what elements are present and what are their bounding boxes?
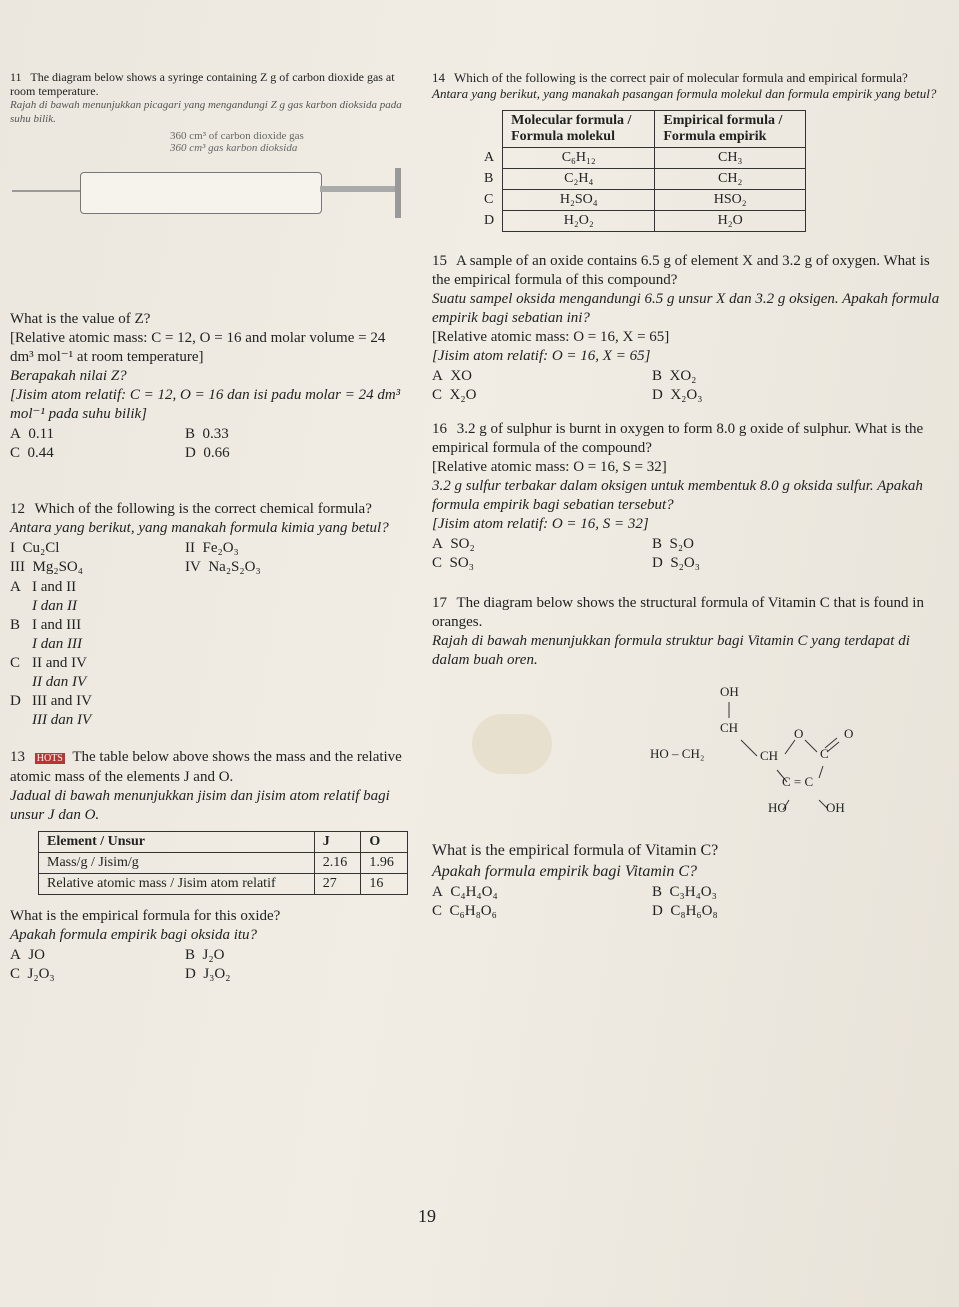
option[interactable]: [652, 884, 947, 901]
question-text-my: Jadual di bawah menunjukkan jisim dan jisim atom relatif bagi unsur J dan O.: [10, 788, 390, 823]
option-text: SO₂: [450, 536, 475, 552]
table-header-row: [39, 832, 408, 853]
option-label: B: [652, 536, 663, 552]
syringe-barrel: [80, 172, 322, 214]
table-header: Element / Unsur: [39, 832, 315, 853]
q14-table: [476, 110, 806, 232]
option-label: C: [10, 655, 21, 671]
option-text: S₂O: [669, 536, 694, 552]
statement-item: [185, 559, 410, 576]
option-text: X₂O₃: [670, 387, 703, 403]
syringe-plunger-end: [395, 168, 401, 218]
option-label: B: [652, 368, 663, 384]
syringe-needle: [12, 190, 82, 192]
table-row: [39, 874, 408, 895]
option-text: C₄H₄O₄: [450, 884, 498, 900]
table-cell: CH₂: [655, 169, 806, 190]
option[interactable]: [10, 692, 410, 730]
option[interactable]: [10, 426, 185, 443]
table-cell: H₂SO₄: [503, 190, 655, 211]
question-13: [10, 748, 410, 825]
item-text: Fe₂O₃: [202, 540, 239, 556]
option-text: XO: [450, 368, 473, 384]
option-label: C: [432, 903, 443, 919]
q17-question-en: What is the empirical formula of Vitamin C?: [432, 842, 719, 859]
option[interactable]: [185, 966, 410, 983]
question-number: 17: [432, 595, 447, 611]
table-header-row: [476, 111, 806, 148]
table-row[interactable]: [476, 190, 806, 211]
q16-options: [432, 536, 947, 572]
question-15: [432, 252, 947, 366]
table-cell: C₆H₁₂: [503, 148, 655, 169]
question-text-my: Rajah di bawah menunjukkan formula struktur bagi Vitamin C yang terdapat di dalam buah oren.: [432, 633, 910, 668]
question-12: [10, 500, 410, 538]
table-cell: 1.96: [361, 853, 408, 874]
option-text-my: I dan III: [32, 636, 82, 652]
question-16: [432, 420, 947, 534]
question-text-my: Rajah di bawah menunjukkan picagari yang mengandungi Z g gas karbon dioksida pada suhu bilik.: [10, 99, 402, 125]
question-text-my: Antara yang berikut, yang manakah formula kimia yang betul?: [10, 520, 389, 536]
q11-ram-my: [Jisim atom relatif: C = 12, O = 16 dan isi padu molar = 24 dm³ mol⁻¹ pada suhu bilik]: [10, 387, 401, 422]
option[interactable]: [432, 884, 652, 901]
option-label: C: [10, 966, 21, 982]
question-number: 15: [432, 253, 447, 269]
option[interactable]: [652, 555, 947, 572]
statement-item: [10, 540, 185, 557]
option-label: C: [10, 445, 21, 461]
item-label: II: [185, 540, 195, 556]
option-text-en: III and IV: [32, 693, 92, 709]
option-label: D: [185, 966, 196, 982]
option-text: J₂O: [202, 947, 225, 963]
statement-item: [10, 559, 185, 576]
gas-label-en: 360 cm³ of carbon dioxide gas: [170, 130, 304, 142]
option-label: A: [432, 536, 443, 552]
option-label: A: [432, 884, 443, 900]
option[interactable]: [432, 387, 652, 404]
option-text: C₈H₆O₈: [670, 903, 718, 919]
table-cell: Relative atomic mass / Jisim atom relatif: [39, 874, 315, 895]
table-cell: CH₃: [655, 148, 806, 169]
question-number: 11: [10, 70, 22, 84]
table-cell: 16: [361, 874, 408, 895]
vitamin-c-diagram: [432, 674, 947, 824]
question-text-en: Which of the following is the correct chemical formula?: [34, 501, 372, 517]
option-label: D: [185, 445, 196, 461]
option[interactable]: [185, 947, 410, 964]
option[interactable]: [652, 368, 947, 385]
item-text: Mg₂SO₄: [32, 559, 83, 575]
option[interactable]: [652, 536, 947, 553]
q17-options: [432, 884, 947, 920]
bond-line: [805, 740, 817, 752]
struct-oh-right: OH: [826, 800, 845, 815]
hots-badge: HOTS: [36, 753, 63, 764]
question-text-en: The diagram below shows a syringe containing Z g of carbon dioxide gas at room temperature.: [10, 70, 395, 98]
item-label: I: [10, 540, 15, 556]
table-header: Empirical formula / Formula empirik: [655, 111, 806, 148]
q16-ram-en: [Relative atomic mass: O = 16, S = 32]: [432, 459, 667, 475]
q13-question-en: What is the empirical formula for this oxide?: [10, 908, 281, 924]
right-column: [432, 70, 947, 920]
struct-c: C: [820, 746, 829, 761]
question-number: 13: [10, 749, 25, 765]
question-text-en: Which of the following is the correct pair of molecular formula and empirical formula?: [454, 70, 908, 85]
question-17: [432, 594, 947, 670]
option-text-my: III dan IV: [32, 712, 92, 728]
q11-question: [10, 310, 410, 424]
option-label: B: [484, 171, 494, 186]
option-text-my: I dan II: [32, 598, 77, 614]
option-label: C: [432, 555, 443, 571]
q12-items: [10, 540, 410, 576]
option[interactable]: [432, 903, 652, 920]
option-text: 0.11: [28, 426, 55, 442]
option-label: D: [652, 903, 663, 919]
syringe-plunger: [320, 186, 400, 192]
struct-double-o: O: [844, 726, 854, 741]
q15-ram-en: [Relative atomic mass: O = 16, X = 65]: [432, 329, 670, 345]
gas-label-my: 360 cm³ gas karbon dioksida: [170, 142, 298, 154]
question-text-en: The diagram below shows the structural formula of Vitamin C that is found in oranges.: [432, 595, 924, 630]
option-label: A: [10, 426, 21, 442]
table-header: J: [314, 832, 361, 853]
option-text: S₂O₃: [670, 555, 700, 571]
option-label: D: [10, 693, 21, 709]
q11-question-en: What is the value of Z?: [10, 311, 151, 327]
q15-options: [432, 368, 947, 404]
option[interactable]: [432, 555, 652, 572]
question-text-en: The table below above shows the mass and the relative atomic mass of the elements J and O.: [10, 749, 402, 785]
q13-question: [10, 907, 410, 945]
left-column: [10, 70, 410, 983]
option[interactable]: [432, 368, 652, 385]
bond-line: [819, 766, 823, 778]
option[interactable]: [652, 903, 947, 920]
bond-line: [827, 742, 839, 752]
q16-ram-my: [Jisim atom relatif: O = 16, S = 32]: [432, 516, 649, 532]
option-label: A: [10, 947, 21, 963]
struct-ch: CH: [720, 720, 739, 735]
option[interactable]: [10, 654, 410, 692]
table-cell: 2.16: [314, 853, 361, 874]
table-header: O: [361, 832, 408, 853]
option-text-en: II and IV: [32, 655, 87, 671]
table-row: [39, 853, 408, 874]
option[interactable]: [185, 426, 410, 443]
question-11: [10, 70, 410, 126]
option-label: D: [652, 555, 663, 571]
q12-options: [10, 578, 410, 730]
table-cell: 27: [314, 874, 361, 895]
q17-question-my: Apakah formula empirik bagi Vitamin C?: [432, 863, 698, 880]
question-14: [432, 70, 947, 102]
option-text-my: II dan IV: [32, 674, 87, 690]
option-text: JO: [28, 947, 46, 963]
option-label: A: [10, 579, 21, 595]
struct-c-eq-c: C = C: [782, 774, 814, 789]
statement-item: [185, 540, 410, 557]
option-text: 0.66: [203, 445, 230, 461]
q13-options: [10, 947, 410, 983]
option[interactable]: [10, 616, 410, 654]
option[interactable]: [432, 536, 652, 553]
option-text: SO₃: [449, 555, 474, 571]
option-label: D: [484, 213, 495, 228]
question-text-my: Suatu sampel oksida mengandungi 6.5 g unsur X dan 3.2 g oksigen. Apakah formula empirik bagi sebatian ini?: [432, 291, 940, 326]
option-label: B: [185, 947, 196, 963]
option-label: A: [432, 368, 443, 384]
orange-illustration: [472, 714, 552, 774]
table-row[interactable]: [476, 211, 806, 232]
question-number: 16: [432, 421, 447, 437]
item-text: Cu₂Cl: [22, 540, 60, 556]
option-text: J₃O₂: [203, 966, 231, 982]
bond-line: [741, 740, 757, 756]
item-label: III: [10, 559, 25, 575]
option-text: XO₂: [669, 368, 697, 384]
struct-oh: OH: [720, 684, 739, 699]
struct-ring-ch: CH: [760, 748, 779, 763]
struct-ho: HO: [768, 800, 787, 815]
option-label: D: [652, 387, 663, 403]
item-text: Na₂S₂O₃: [208, 559, 261, 575]
option-text-en: I and II: [32, 579, 77, 595]
table-row[interactable]: [476, 169, 806, 190]
q15-ram-my: [Jisim atom relatif: O = 16, X = 65]: [432, 348, 651, 364]
option[interactable]: [185, 445, 410, 462]
question-number: 14: [432, 70, 445, 85]
option-text: C₃H₄O₃: [669, 884, 717, 900]
gas-label: [170, 130, 410, 154]
option-label: C: [432, 387, 443, 403]
option-label: C: [484, 192, 494, 207]
question-text-my: 3.2 g sulfur terbakar dalam oksigen untuk membentuk 8.0 g oksida sulfur. Apakah formula empirik bagi sebatian tersebut?: [432, 478, 923, 513]
question-text-my: Antara yang berikut, yang manakah pasangan formula molekul dan formula empirik yang betul?: [432, 86, 937, 101]
q11-ram-en: [Relative atomic mass: C = 12, O = 16 and molar volume = 24 dm³ mol⁻¹ at room temperature]: [10, 330, 386, 365]
q11-options: [10, 426, 410, 462]
table-header: Molecular formula / Formula molekul: [503, 111, 655, 148]
question-number: 12: [10, 501, 25, 517]
option[interactable]: [10, 966, 185, 983]
table-cell: HSO₂: [655, 190, 806, 211]
struct-ho-ch2: HO – CH₂: [650, 746, 705, 761]
option-text: J₂O₃: [27, 966, 55, 982]
option[interactable]: [10, 445, 185, 462]
option-text: 0.33: [202, 426, 229, 442]
question-text-en: A sample of an oxide contains 6.5 g of element X and 3.2 g of oxygen. What is the empirical formula of this compound?: [432, 253, 930, 288]
option-label: B: [10, 617, 21, 633]
bond-line: [785, 740, 795, 754]
option-text: 0.44: [27, 445, 54, 461]
item-label: IV: [185, 559, 201, 575]
q17-question: [432, 840, 947, 882]
table-cell: H₂O₂: [503, 211, 655, 232]
question-text-en: 3.2 g of sulphur is burnt in oxygen to form 8.0 g oxide of sulphur. What is the empirical formula of the compound?: [432, 421, 924, 456]
option[interactable]: [652, 387, 947, 404]
option-text: C₆H₈O₆: [449, 903, 497, 919]
table-cell: C₂H₄: [503, 169, 655, 190]
table-cell: H₂O: [655, 211, 806, 232]
option-label: B: [185, 426, 196, 442]
page-number: 19: [418, 1206, 436, 1226]
option-text: X₂O: [449, 387, 477, 403]
q13-table: [38, 831, 408, 895]
option[interactable]: [10, 947, 185, 964]
table-row[interactable]: [476, 148, 806, 169]
option[interactable]: [10, 578, 410, 616]
struct-ring-o: O: [794, 726, 804, 741]
option-label: B: [652, 884, 663, 900]
syringe-diagram: [10, 160, 410, 230]
option-text-en: I and III: [32, 617, 82, 633]
table-cell: Mass/g / Jisim/g: [39, 853, 315, 874]
option-label: A: [484, 150, 495, 165]
q11-question-my: Berapakah nilai Z?: [10, 368, 127, 384]
q13-question-my: Apakah formula empirik bagi oksida itu?: [10, 927, 258, 943]
